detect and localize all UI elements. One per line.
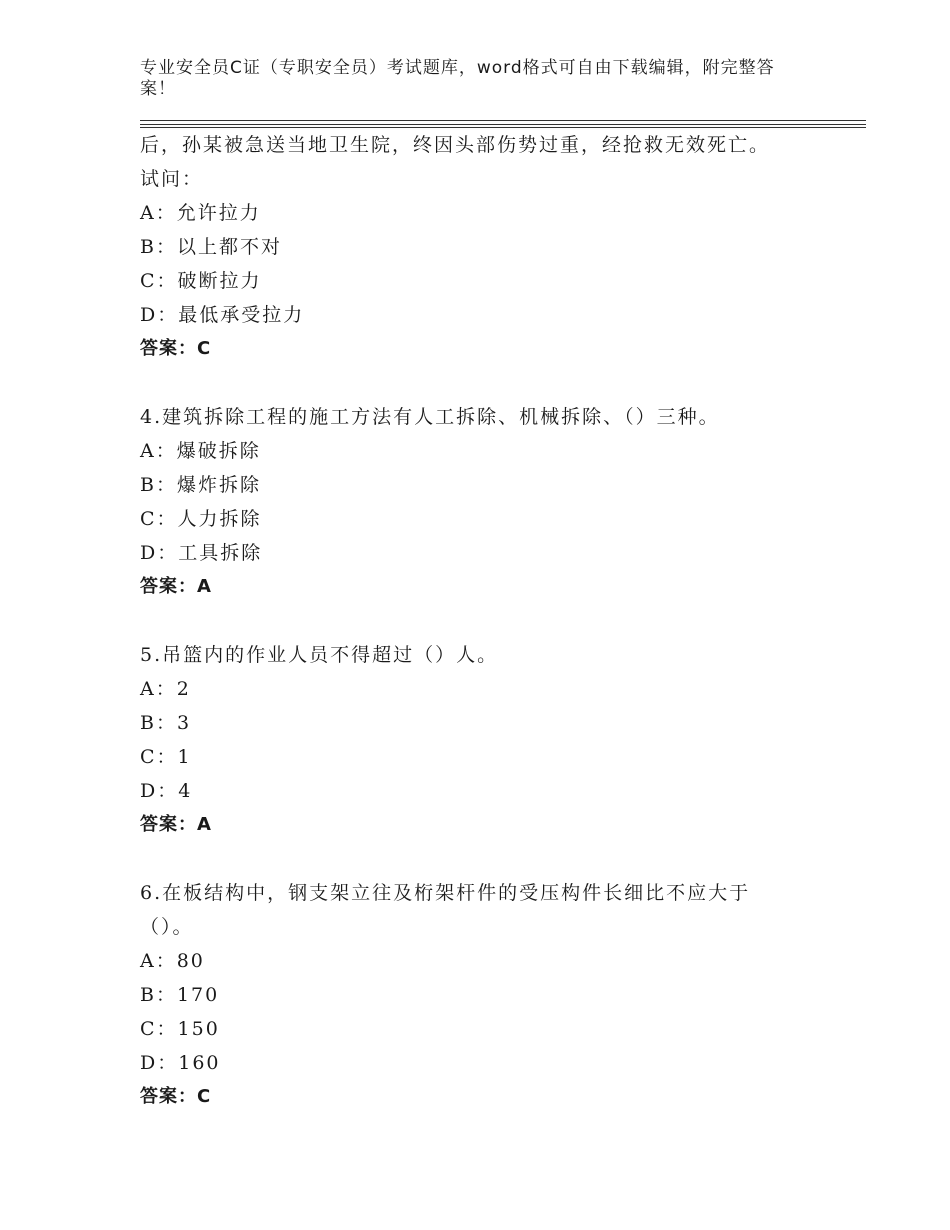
option-d: D：最低承受拉力: [140, 304, 305, 326]
option-a: A：80: [140, 950, 205, 972]
option-b: B：以上都不对: [140, 236, 282, 258]
answer-label: 答案：A: [140, 576, 212, 597]
question-prompt: 试问：: [140, 168, 204, 190]
document-header: [140, 58, 800, 100]
header-rule-top: [140, 120, 866, 121]
option-c: C：破断拉力: [140, 270, 262, 292]
answer-label: 答案：C: [140, 338, 212, 359]
option-d: D：4: [140, 780, 193, 802]
header-text: 专业安全员C证（专职安全员）考试题库，word格式可自由下载编辑，附完整答案！: [140, 58, 775, 99]
option-d: D：160: [140, 1052, 221, 1074]
question-stem: 4.建筑拆除工程的施工方法有人工拆除、机械拆除、（）三种。: [140, 406, 720, 428]
option-c: C：1: [140, 746, 192, 768]
option-d: D：工具拆除: [140, 542, 263, 564]
option-c: C：150: [140, 1018, 220, 1040]
option-b: B：爆炸拆除: [140, 474, 261, 496]
option-a: A：2: [140, 678, 191, 700]
option-b: B：3: [140, 712, 192, 734]
answer-label: 答案：A: [140, 814, 212, 835]
option-a: A：允许拉力: [140, 202, 261, 224]
option-b: B：170: [140, 984, 220, 1006]
option-c: C：人力拆除: [140, 508, 262, 530]
document-body: [140, 128, 860, 1114]
question-stem-line-1: 6.在板结构中，钢支架立往及桁架杆件的受压构件长细比不应大于: [140, 882, 751, 904]
question-stem-line-2: （）。: [140, 916, 194, 938]
question-stem: 5.吊篮内的作业人员不得超过（）人。: [140, 644, 499, 666]
answer-label: 答案：C: [140, 1086, 212, 1107]
option-a: A：爆破拆除: [140, 440, 261, 462]
question-continuation: 后，孙某被急送当地卫生院，终因头部伤势过重，经抢救无效死亡。: [140, 134, 771, 156]
header-rule-middle: [140, 124, 866, 125]
